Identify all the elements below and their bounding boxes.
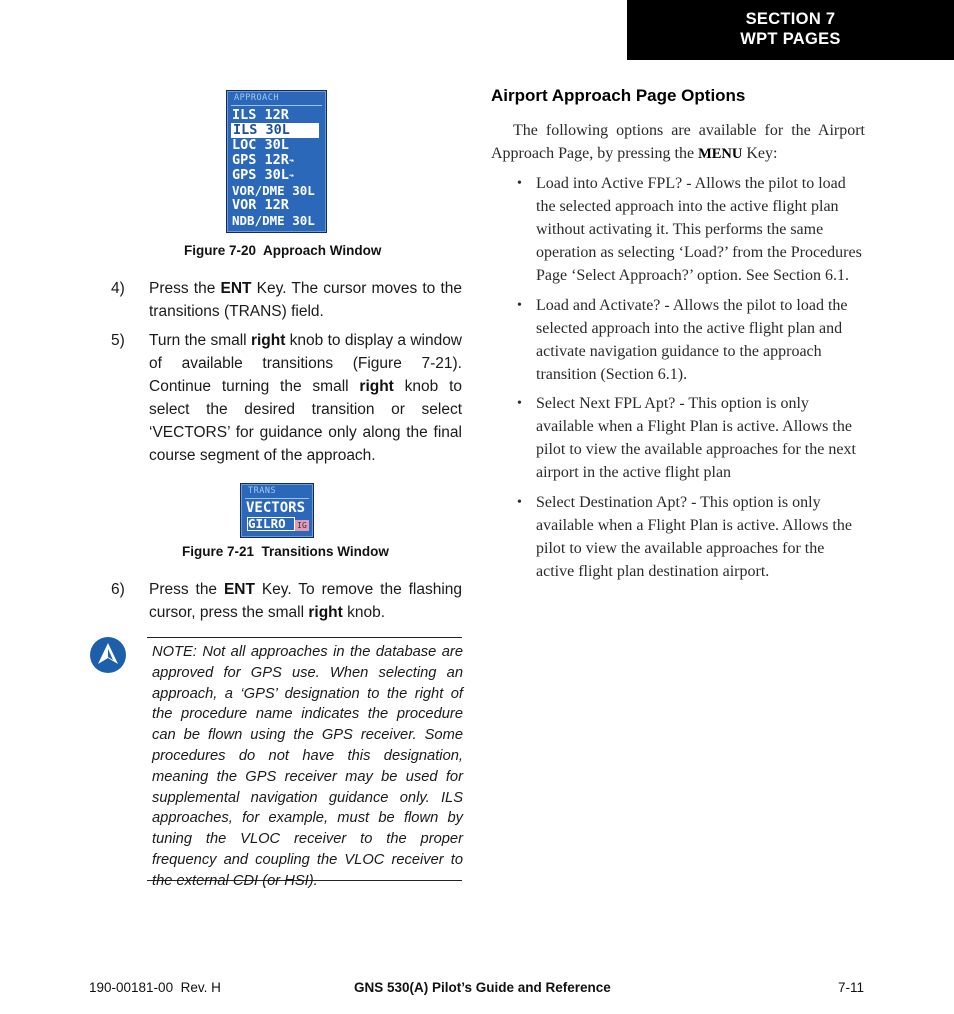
intro-text: The following options are available for the Airport Approach Page, by pressing the [491,122,865,162]
step-number: 4) [111,280,125,297]
bullet-icon: • [517,176,522,191]
note-text: NOTE: Not all approaches in the database are approved for GPS use. When selecting an approach, a ‘GPS’ designation to the right of the procedure name indicates the procedure can be flown using the GPS receiver. Some procedures do not have this designation, meaning the GPS receiver may be used for supplemental navigation guidance only. ILS approaches, for example, must be flown by tuning the VLOC receiver to the proper frequency and coupling the VLOC receiver to the external CDI (or HSI). [152,644,463,889]
figure-20-caption: Figure 7-20 Approach Window [184,243,382,258]
step-text-part: Press the [149,280,221,297]
step-number: 5) [111,332,125,349]
transition-badge: IG [295,520,309,531]
bullet-icon: • [517,495,522,510]
bullet-icon: • [517,396,522,411]
menu-key: MENU [698,146,743,162]
step-text [149,578,462,624]
approach-item: LOC 30L [232,137,289,153]
gps-mark-icon: ↝ [288,171,294,180]
approach-list [227,108,326,228]
approach-item-label: GPS 12R [232,152,289,168]
bullet-icon: • [517,298,522,313]
approach-window-divider [231,105,322,106]
garmin-triangle-icon [89,636,127,674]
step-text-part: Key. To remove the flashing cursor, press the small [149,581,462,621]
approach-item: VOR/DME 30L [232,183,315,198]
approach-window-title: APPROACH [234,93,279,103]
approach-window-screen [226,90,327,233]
footer-title: GNS 530(A) Pilot’s Guide and Reference [354,980,611,995]
transitions-window-title: TRANS [248,486,277,496]
step-text-part: knob to display a window of available transitions (Figure 7-21). Continue turning the small [149,332,463,395]
bullet-text: Select Destination Apt? - This option is only available when a Flight Plan is active. Allows the pilot to view the available approaches for the active flight plan destination airport. [536,494,852,580]
step-text-part: Turn the small [149,332,251,349]
figure-21-caption: Figure 7-21 Transitions Window [182,544,389,559]
footer-doc-number: 190-00181-00 Rev. H [89,980,221,995]
right-knob: right [308,604,343,621]
step-text-part: knob. [342,604,386,621]
intro-text: Key: [742,145,778,162]
transition-item: VECTORS [246,500,306,516]
right-knob: right [359,378,394,395]
approach-item: ILS 12R [232,107,289,123]
ent-key: ENT [223,581,255,598]
approach-item [227,168,326,183]
gps-mark-icon: ↝ [288,156,294,165]
options-heading: Airport Approach Page Options [491,86,746,105]
section-number: SECTION 7 [745,10,836,28]
step-text-part: knob to select the desired transition or select ‘VECTORS’ for guidance only along the final course segment of the approach. [149,378,462,464]
footer-page-number: 7-11 [838,980,865,995]
transitions-window-screen [240,483,314,538]
step-text-part: Key. The cursor moves to the transitions (TRANS) field. [149,280,463,320]
section-tab [627,0,954,60]
bullet-text: Select Next FPL Apt? - This option is only available when a Flight Plan is active. Allows the pilot to view the available approaches for the next airport in the active flight plan [536,395,856,481]
step-text [149,329,462,467]
options-intro [491,119,865,166]
ent-key: ENT [220,280,252,297]
step-text [149,277,462,323]
transitions-window-divider [245,498,309,499]
approach-item [227,153,326,168]
transition-item-label: GILRO [248,516,286,531]
approach-item-label: GPS 30L [232,167,289,183]
approach-item-selected: ILS 30L [231,123,319,138]
bullet-text: Load and Activate? - Allows the pilot to load the selected approach into the active flight plan and activate navigation guidance to the approach transition (Section 6.1). [536,297,848,383]
step-text-part: Press the [149,581,224,598]
bullet-text: Load into Active FPL? - Allows the pilot to load the selected approach into the active flight plan without activating it. This performs the same operation as selecting ‘Load?’ from the Procedures Page ‘Select Approach?’ option. See Section 6.1. [536,175,862,284]
approach-item: NDB/DME 30L [232,213,315,228]
section-title: WPT PAGES [740,30,841,48]
step-number: 6) [111,581,125,598]
transition-item-selected [247,517,295,531]
approach-item: VOR 12R [232,197,289,213]
right-knob: right [250,332,286,349]
